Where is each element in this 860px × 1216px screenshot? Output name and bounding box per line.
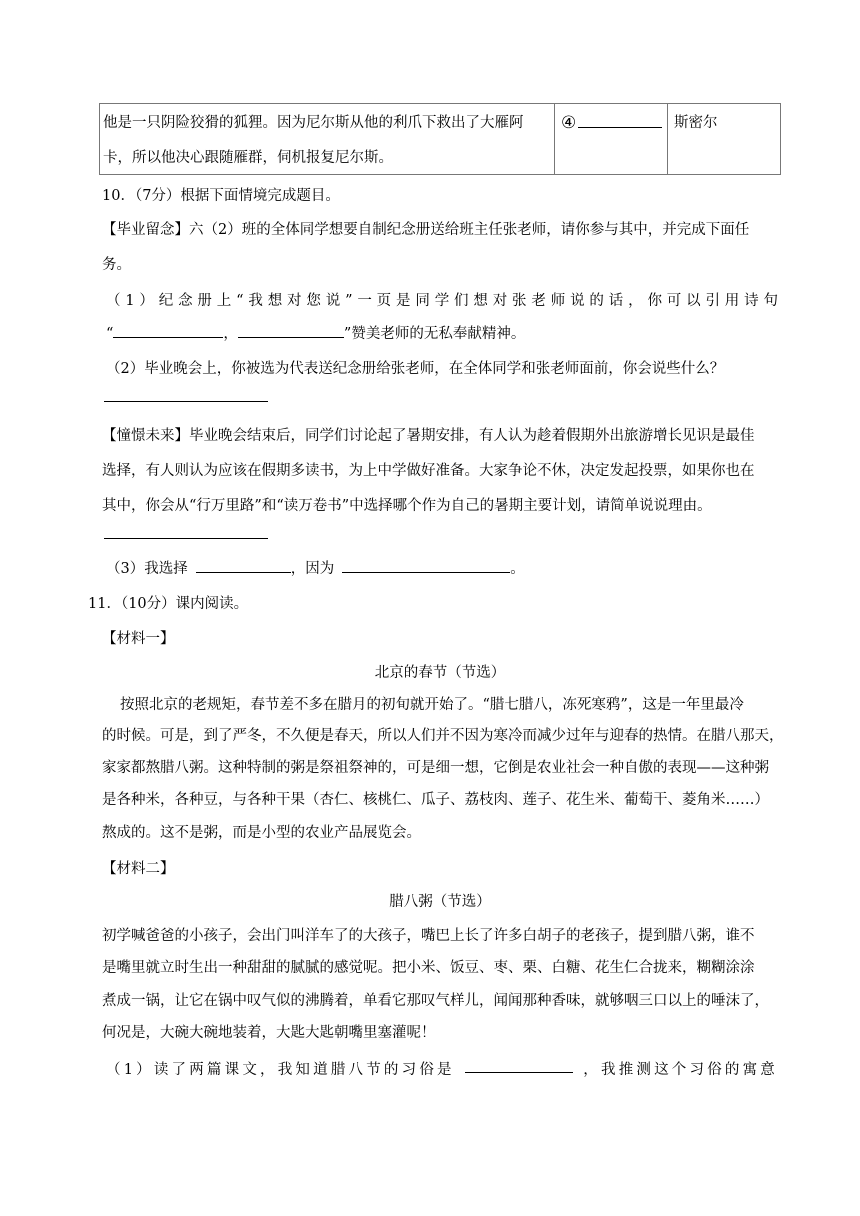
character-name: 斯密尔	[674, 115, 718, 131]
question-11-header: 11．（10分）课内阅读。	[88, 596, 249, 612]
material-2-title: 腊八粥（节选）	[389, 894, 491, 910]
answer-line-future[interactable]	[104, 538, 268, 539]
material-1-line: 熬成的。这不是粥，而是小型的农业产品展览会。	[102, 825, 421, 841]
material-1-line: 的时候。可是，到了严冬，不久便是春天，所以人们并不因为寒冷而减少过年与迎春的热情。在腊八那天，	[102, 728, 784, 744]
scenario-future-line: 【憧憬未来】毕业晚会结束后，同学们讨论起了暑期安排，有人认为趁着假期外出旅游增长见识是最佳	[102, 428, 755, 444]
table-row	[100, 104, 781, 175]
scenario-graduation-line: 【毕业留念】六（2）班的全体同学想要自制纪念册送给班主任张老师，请你参与其中，并完成下面任	[102, 222, 750, 238]
character-table	[99, 103, 781, 175]
scenario-graduation-line: 务。	[102, 257, 131, 273]
question-10-header: 10．（7分）根据下面情境完成题目。	[102, 188, 340, 204]
material-2-line: 煮成一锅，让它在锅中叹气似的沸腾着，单看它那叹气样儿，闻闻那种香味，就够咽三口以上的唾沫了，	[102, 993, 769, 1009]
choice-blank[interactable]	[196, 558, 291, 573]
answer-line-2[interactable]	[104, 401, 268, 402]
material-1-line: 家家都熬腊八粥。这种特制的粥是祭祖祭神的，可是细一想，它倒是农业社会一种自傲的表现——这种粥	[102, 760, 769, 776]
sub-question-11-1: （1）读了两篇课文，我知道腊八节的习俗是 ，我推测这个习俗的寓意	[106, 1058, 778, 1079]
poem-blank-2[interactable]	[238, 323, 344, 338]
blank-number: ④	[561, 113, 577, 133]
character-name-cell	[668, 104, 781, 175]
answer-blank-cell	[555, 104, 668, 175]
material-1-title: 北京的春节（节选）	[374, 665, 506, 681]
sub-question-3: （3）我选择 ，因为 。	[106, 557, 525, 578]
scenario-future-line: 其中，你会从“行万里路”和“读万卷书”中选择哪个作为自己的暑期主要计划，请简单说说理由。	[102, 498, 712, 514]
material-2-line: 是嘴里就立时生出一种甜甜的腻腻的感觉呢。把小米、饭豆、枣、栗、白糖、花生仁合拢来，糊糊涂涂	[102, 960, 755, 976]
sub-question-1-line2: “ ， ”赞美老师的无私奉献精神。	[106, 322, 525, 343]
material-2-label: 【材料二】	[102, 861, 175, 877]
material-1-label: 【材料一】	[102, 631, 175, 647]
description-line: 他是一只阴险狡猾的狐狸。因为尼尔斯从他的利爪下救出了大雁阿	[103, 115, 524, 131]
poem-blank-1[interactable]	[113, 323, 223, 338]
material-2-line: 何况是，大碗大碗地装着，大匙大匙朝嘴里塞灌呢！	[102, 1025, 436, 1041]
character-description-cell	[100, 104, 555, 175]
material-1-line: 按照北京的老规矩，春节差不多在腊月的初旬就开始了。“腊七腊八，冻死寒鸦”，这是一年里最冷	[120, 697, 744, 713]
custom-blank[interactable]	[465, 1058, 573, 1073]
description-line: 卡，所以他决心跟随雁群，伺机报复尼尔斯。	[103, 150, 393, 166]
scenario-future-line: 选择，有人则认为应该在假期多读书，为上中学做好准备。大家争论不休，决定发起投票，如果你也在	[102, 463, 755, 479]
material-1-line: 是各种米，各种豆，与各种干果（杏仁、核桃仁、瓜子、荔枝肉、莲子、花生米、葡萄干、菱角米……）	[102, 792, 769, 808]
answer-blank-4[interactable]	[578, 113, 662, 128]
sub-question-1-line: （1）纪念册上“我想对您说”一页是同学们想对张老师说的话，你可以引用诗句	[106, 293, 778, 309]
sub-question-2: （2）毕业晚会上，你被选为代表送纪念册给张老师，在全体同学和张老师面前，你会说些什么？	[106, 361, 725, 377]
material-2-line: 初学喊爸爸的小孩子，会出门叫洋车了的大孩子，嘴巴上长了许多白胡子的老孩子，提到腊八粥，谁不	[102, 928, 755, 944]
reason-blank[interactable]	[342, 558, 510, 573]
